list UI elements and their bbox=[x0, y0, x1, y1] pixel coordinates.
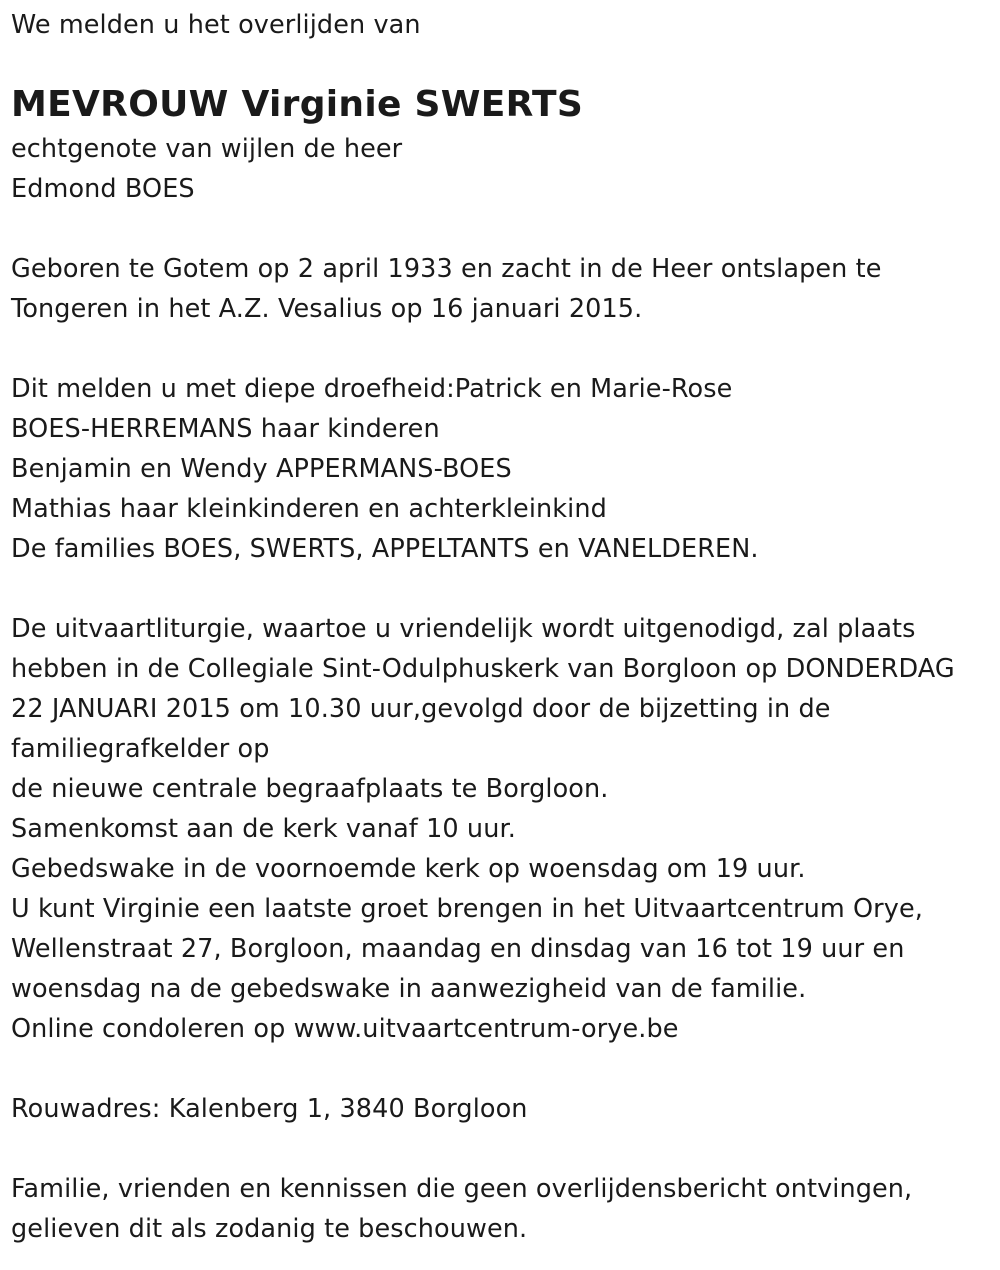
funeral-line: woensdag na de gebedswake in aanwezigheid van de familie. bbox=[11, 974, 807, 1004]
spacer bbox=[11, 1129, 991, 1169]
spouse-line: echtgenote van wijlen de heer bbox=[11, 134, 403, 164]
spouse-name: Edmond BOES bbox=[11, 174, 195, 204]
closing-line: gelieven dit als zodanig te beschouwen. bbox=[11, 1214, 528, 1244]
funeral-line: 22 JANUARI 2015 om 10.30 uur,gevolgd door de bijzetting in de bbox=[11, 694, 831, 724]
mourners-line: Benjamin en Wendy APPERMANS-BOES bbox=[11, 454, 512, 484]
spacer bbox=[11, 329, 991, 369]
funeral-line: Samenkomst aan de kerk vanaf 10 uur. bbox=[11, 814, 516, 844]
mourners-line: De families BOES, SWERTS, APPELTANTS en VANELDEREN. bbox=[11, 534, 759, 564]
closing-line: Familie, vrienden en kennissen die geen overlijdensbericht ontvingen, bbox=[11, 1174, 913, 1204]
mourners-line: Dit melden u met diepe droefheid:Patrick en Marie-Rose bbox=[11, 374, 733, 404]
spacer bbox=[11, 209, 991, 249]
funeral-line: De uitvaartliturgie, waartoe u vriendelijk wordt uitgenodigd, zal plaats bbox=[11, 614, 916, 644]
funeral-line: familiegrafkelder op bbox=[11, 734, 270, 764]
funeral-line: hebben in de Collegiale Sint-Odulphuskerk van Borgloon op DONDERDAG bbox=[11, 654, 955, 684]
birth-death-line: Geboren te Gotem op 2 april 1933 en zacht in de Heer ontslapen te bbox=[11, 254, 882, 284]
funeral-line: U kunt Virginie een laatste groet brengen in het Uitvaartcentrum Orye, bbox=[11, 894, 923, 924]
funeral-line: Wellenstraat 27, Borgloon, maandag en dinsdag van 16 tot 19 uur en bbox=[11, 934, 905, 964]
spacer bbox=[11, 45, 991, 77]
mourners-section bbox=[11, 369, 991, 569]
mourners-line: Mathias haar kleinkinderen en achterkleinkind bbox=[11, 494, 607, 524]
obituary-notice bbox=[11, 5, 991, 1249]
closing-section bbox=[11, 1169, 991, 1249]
deceased-name: MEVROUW Virginie SWERTS bbox=[11, 84, 584, 125]
mourning-address: Rouwadres: Kalenberg 1, 3840 Borgloon bbox=[11, 1094, 528, 1124]
spacer bbox=[11, 569, 991, 609]
funeral-line: Gebedswake in de voornoemde kerk op woensdag om 19 uur. bbox=[11, 854, 806, 884]
online-condolence-line: Online condoleren op www.uitvaartcentrum-orye.be bbox=[11, 1014, 679, 1044]
intro-text: We melden u het overlijden van bbox=[11, 10, 421, 40]
spacer bbox=[11, 1049, 991, 1089]
funeral-line: de nieuwe centrale begraafplaats te Borgloon. bbox=[11, 774, 609, 804]
birth-death-section bbox=[11, 249, 991, 329]
mourners-line: BOES-HERREMANS haar kinderen bbox=[11, 414, 440, 444]
birth-death-line: Tongeren in het A.Z. Vesalius op 16 januari 2015. bbox=[11, 294, 643, 324]
funeral-section bbox=[11, 609, 991, 1049]
